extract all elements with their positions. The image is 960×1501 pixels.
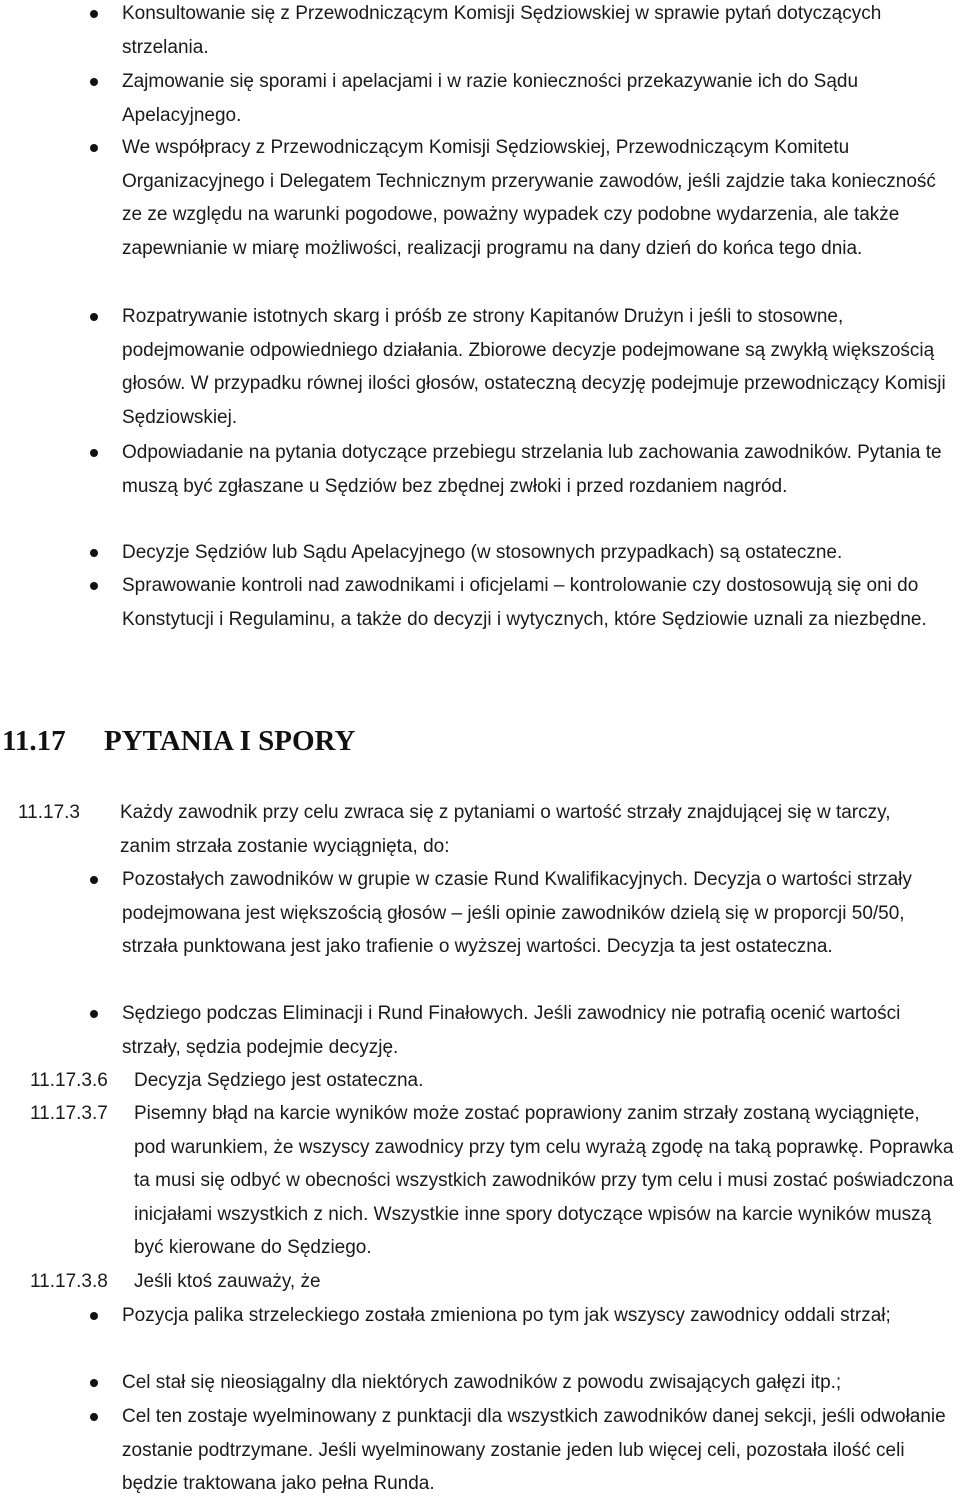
rule-number: 11.17.3 [18, 802, 80, 823]
section-heading [2, 722, 355, 760]
rule-text: Jeśli ktoś zauważy, że [134, 1271, 321, 1292]
bullet-item: Pozycja palika strzeleckiego została zmieniona po tym jak wszyscy zawodnicy oddali strzał; [122, 1299, 954, 1333]
rule-text: Każdy zawodnik przy celu zwraca się z pytaniami o wartość strzały znajdującej się w tarczy, zanim strzała zostanie wyciągnięta, do: [120, 802, 891, 857]
bullet-item: Zajmowanie się sporami i apelacjami i w razie konieczności przekazywanie ich do Sądu Apelacyjnego. [122, 65, 954, 132]
rule-text: Decyzja Sędziego jest ostateczna. [134, 1070, 424, 1091]
rule-number: 11.17.3.7 [30, 1103, 108, 1124]
bullet-item: Sędziego podczas Eliminacji i Rund Finałowych. Jeśli zawodnicy nie potrafią ocenić wartości strzały, sędzia podejmie decyzję. [122, 997, 954, 1064]
bullet-item: Cel stał się nieosiągalny dla niektórych zawodników z powodu zwisających gałęzi itp.; [122, 1366, 954, 1400]
rule-text: Pisemny błąd na karcie wyników może zostać poprawiony zanim strzały zostaną wyciągnięte, pod warunkiem, że wszyscy zawodnicy przy tym celu wyrażą zgodę na taką poprawkę. Poprawka ta musi się odbyć w obecności wszystkich zawodników przy tym celu i musi zostać poświadczona inicjałami wszystkich z nich. Wszystkie inne spory dotyczące wpisów na karcie wyników muszą być kierowane do Sędziego. [134, 1103, 954, 1259]
bullet-item: Rozpatrywanie istotnych skarg i próśb ze strony Kapitanów Drużyn i jeśli to stosowne, podejmowanie odpowiedniego działania. Zbiorowe decyzje podejmowane są zwykłą większością głosów. W przypadku równej ilości głosów, ostateczną decyzję podejmuje przewodniczący Komisji Sędziowskiej. [122, 300, 954, 434]
bullet-item: Pozostałych zawodników w grupie w czasie Rund Kwalifikacyjnych. Decyzja o wartości strzały podejmowana jest większością głosów – jeśli opinie zawodników dzielą się w proporcji 50/50, strzała punktowana jest jako trafienie o wyższej wartości. Decyzja ta jest ostateczna. [122, 863, 954, 964]
bullet-item: We współpracy z Przewodniczącym Komisji Sędziowskiej, Przewodniczącym Komitetu Organizacyjnego i Delegatem Technicznym przerywanie zawodów, jeśli zajdzie taka konieczność ze ze względu na warunki pogodowe, poważny wypadek czy podobne wydarzenia, ale także zapewnianie w miarę możliwości, realizacji programu na dany dzień do końca tego dnia. [122, 131, 954, 265]
bullet-item: Odpowiadanie na pytania dotyczące przebiegu strzelania lub zachowania zawodników. Pytania te muszą być zgłaszane u Sędziów bez zbędnej zwłoki i przed rozdaniem nagród. [122, 436, 954, 503]
bullet-item: Cel ten zostaje wyelminowany z punktacji dla wszystkich zawodników danej sekcji, jeśli odwołanie zostanie podtrzymane. Jeśli wyelminowany zostanie jeden lub więcej celi, pozostała ilość celi będzie traktowana jako pełna Runda. [122, 1400, 954, 1501]
section-number: 11.17 [2, 725, 66, 757]
bullet-item: Decyzje Sędziów lub Sądu Apelacyjnego (w stosownych przypadkach) są ostateczne. [122, 536, 954, 570]
bullet-item: Sprawowanie kontroli nad zawodnikami i oficjelami – kontrolowanie czy dostosowują się oni do Konstytucji i Regulaminu, a także do decyzji i wytycznych, które Sędziowie uznali za niezbędne. [122, 569, 954, 636]
rule-number: 11.17.3.6 [30, 1070, 108, 1091]
rule-number: 11.17.3.8 [30, 1271, 108, 1292]
section-title: PYTANIA I SPORY [104, 725, 356, 757]
bullet-item: Konsultowanie się z Przewodniczącym Komisji Sędziowskiej w sprawie pytań dotyczących strzelania. [122, 0, 954, 64]
